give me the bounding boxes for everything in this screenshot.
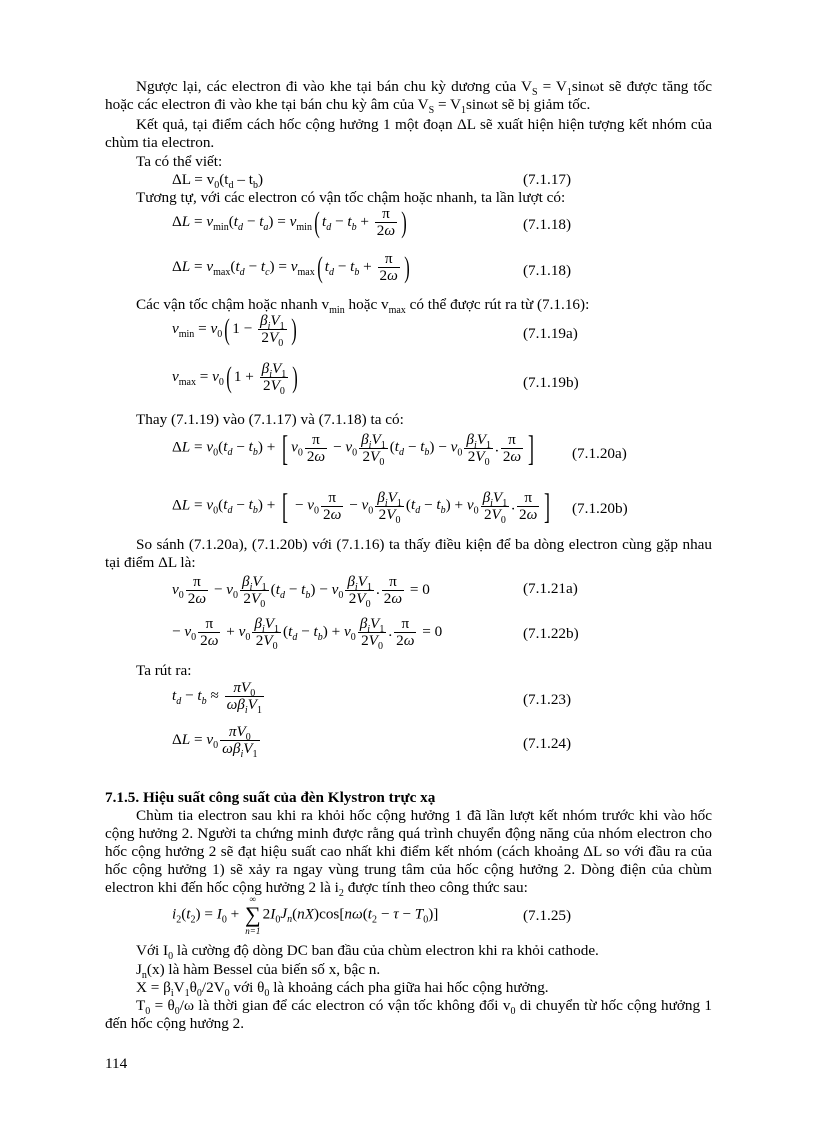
equation-7-1-19b: $v_{max} = v_0$( 1 + $\beta_iV_1$ $2V_0$ ) — [172, 360, 299, 398]
equation-7-1-20a: $\Delta L = v_0(t_d - t_b)$ + [ $v_0$ $\frac{\pi}{2\omega}$ − $v_0$ $\beta_iV_1$ $2V_0$ $(t_d - t_b) - v_0$ $\beta_iV_1$ $2V_0$ . $\frac{\pi}{2\omega}$ ] — [172, 428, 535, 468]
equation-7-1-22b: − $v_0$ $\frac{\pi}{2\omega}$ + $v_0$ $\beta_iV_1$ $2V_0$ $(t_d - t_b) + v_0$ $\beta_iV_1$ $2V_0$ . $\frac{\pi}{2\omega}$ = 0 — [172, 615, 443, 653]
equation-7-1-21a: $v_0$ $\frac{\pi}{2\omega}$ − $v_0$ $\beta_iV_1$ $2V_0$ $(t_d - t_b) - v_0$ $\beta_iV_1$ $2V_0$ . $\frac{\pi}{2\omega}$ = 0 — [172, 573, 430, 611]
equation-7-1-24: $\Delta L = v_0$ $\pi V_0$ $\omega\beta_iV_1$ — [172, 723, 258, 761]
equation-7-1-23: $t_d - t_b$ ≈ $\pi V_0$ $\omega\beta_iV_1$ — [172, 679, 262, 717]
equation-number: (7.1.23) — [523, 691, 572, 708]
equation-number: (7.1.20b) — [572, 500, 628, 517]
page-number: 114 — [105, 1055, 128, 1072]
equation-7-1-18-fast: $\Delta L = v_{max}(t_d - t_c) = v_{max}$( $t_d - t_b$ + $\frac{\pi}{2\omega}$ ) — [172, 250, 410, 284]
equation-7-1-20b: $\Delta L = v_0(t_d - t_b)$ + [ − $v_0$ $\frac{\pi}{2\omega}$ − $v_0$ $\beta_iV_1$ $2V_0$ $(t_d - t_b) + v_0$ $\beta_iV_1$ $2V_0$ . $\frac{\pi}{2\omega}$ ] — [172, 486, 551, 526]
equation-number: (7.1.19a) — [523, 325, 578, 342]
paragraph-13: $T_0 = \theta_0/\omega$ là thời gian để các electron có vận tốc không đổi $v_0$ di chuyển từ hốc cộng hưởng 1 đến hốc cộng hưởng 2. — [105, 997, 713, 1032]
equation-number: (7.1.18) — [523, 262, 572, 279]
equation-number: (7.1.22b) — [523, 625, 579, 642]
equation-number: (7.1.25) — [523, 907, 572, 924]
equation-7-1-25: $i_2(t_2) = I_0$ + ∞ ∑ n=1 $2I_0J_n(nX)\cos[n\omega(t_2 - \tau - T_0)]$ — [172, 894, 439, 936]
equation-number: (7.1.18) — [523, 216, 572, 233]
equation-7-1-19a: $v_{min} = v_0$( 1 − $\beta_iV_1$ $2V_0$ ) — [172, 312, 297, 350]
paragraph-5: Các vận tốc chậm hoặc nhanh $v_{min}$ hoặc $v_{max}$ có thể được rút ra từ (7.1.16): — [136, 296, 590, 317]
section-heading: 7.1.5. Hiệu suất công suất của đèn Klystron trực xạ — [105, 789, 436, 806]
equation-7-1-17: $\Delta L = v_0(t_d - t_b)$ — [172, 171, 263, 192]
equation-number: (7.1.24) — [523, 735, 572, 752]
equation-7-1-18-slow: $\Delta L = v_{min}(t_d - t_a) = v_{min}$( $t_d - t_b$ + $\frac{\pi}{2\omega}$ ) — [172, 205, 407, 239]
paragraph-12: $X = \beta_iV_1\theta_0/2V_0$ với $\theta_0$ là khoảng cách pha giữa hai hốc cộng hưởng. — [136, 979, 549, 1000]
equation-number: (7.1.20a) — [572, 445, 627, 462]
paragraph-6: Thay (7.1.19) vào (7.1.17) và (7.1.18) ta có: — [136, 411, 404, 428]
equation-number: (7.1.17) — [523, 171, 572, 188]
paragraph-4: Tương tự, với các electron có vận tốc chậm hoặc nhanh, ta lần lượt có: — [136, 189, 566, 206]
paragraph-7: So sánh (7.1.20a), (7.1.20b) với (7.1.16) ta thấy điều kiện để ba dòng electron cùng gặp nhau tại điểm ΔL là: — [105, 536, 712, 571]
paragraph-10: Với $I_0$ là cường độ dòng DC ban đầu của chùm electron khi ra khỏi cathode. — [136, 942, 599, 963]
paragraph-2: Kết quả, tại điểm cách hốc cộng hưởng 1 một đoạn ΔL sẽ xuất hiện hiện tượng kết nhóm của chùm tia electron. — [105, 116, 712, 151]
paragraph-9: Chùm tia electron sau khi ra khỏi hốc cộng hưởng 1 đã lần lượt kết nhóm trước khi vào hốc cộng hưởng 2. Người ta chứng minh được rằng quá trình chuyển động năng của nhóm electron cho hốc cộng hưởng 2 sẽ đạt hiệu suất cao nhất khi điểm kết nhóm (cách khoảng ΔL so với đầu ra của hốc cộng hưởng 1) sẽ xảy ra ngay vùng trung tâm của hốc cộng hưởng 2. Dòng điện của chùm electron khi đến hốc cộng hưởng 2 là $i_2$ được tính theo công thức sau: — [105, 807, 712, 900]
paragraph-8: Ta rút ra: — [136, 662, 192, 679]
paragraph-11: $J_n(x)$ là hàm Bessel của biến số x, bậc n. — [136, 961, 381, 982]
paragraph-3: Ta có thể viết: — [136, 153, 223, 170]
equation-number: (7.1.19b) — [523, 374, 579, 391]
paragraph-1: Ngược lại, các electron đi vào khe tại bán chu kỳ dương của $V_S = V_1\sin\omega t$ sẽ được tăng tốc hoặc các electron đi vào khe tại bán chu kỳ âm của $V_S = V_1\sin\omega t$ sẽ bị giảm tốc. — [105, 78, 712, 117]
equation-number: (7.1.21a) — [523, 580, 578, 597]
